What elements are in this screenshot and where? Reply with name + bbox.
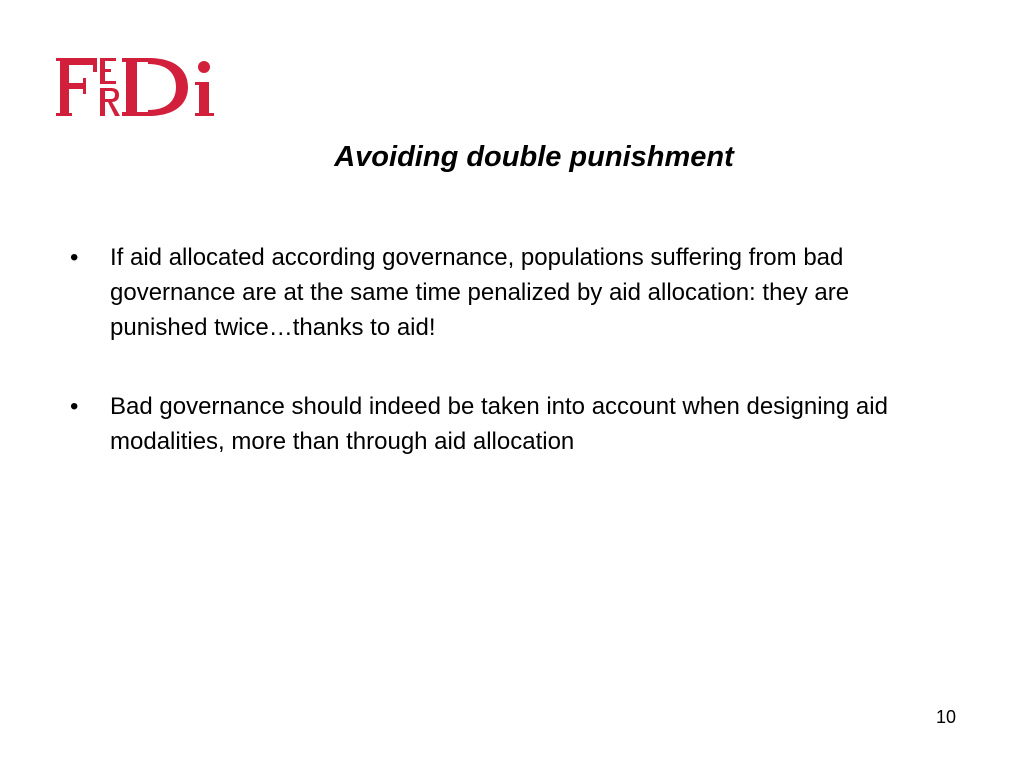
ferdi-logo-mark	[56, 52, 222, 124]
bullet-text: Bad governance should indeed be taken into account when designing aid modalities, more than through aid allocation	[110, 393, 888, 455]
bullet-item	[70, 389, 950, 459]
bullet-list	[70, 240, 950, 503]
slide-title: Avoiding double punishment	[334, 141, 734, 173]
bullet-marker: •	[70, 393, 79, 420]
bullet-item	[70, 240, 950, 345]
bullet-text: If aid allocated according governance, populations suffering from bad governance are at the same time penalized by aid allocation: they are punished twice…thanks to aid!	[110, 244, 850, 341]
bullet-marker: •	[70, 244, 79, 271]
ferdi-logo	[56, 52, 222, 124]
page-number: 10	[936, 707, 957, 727]
